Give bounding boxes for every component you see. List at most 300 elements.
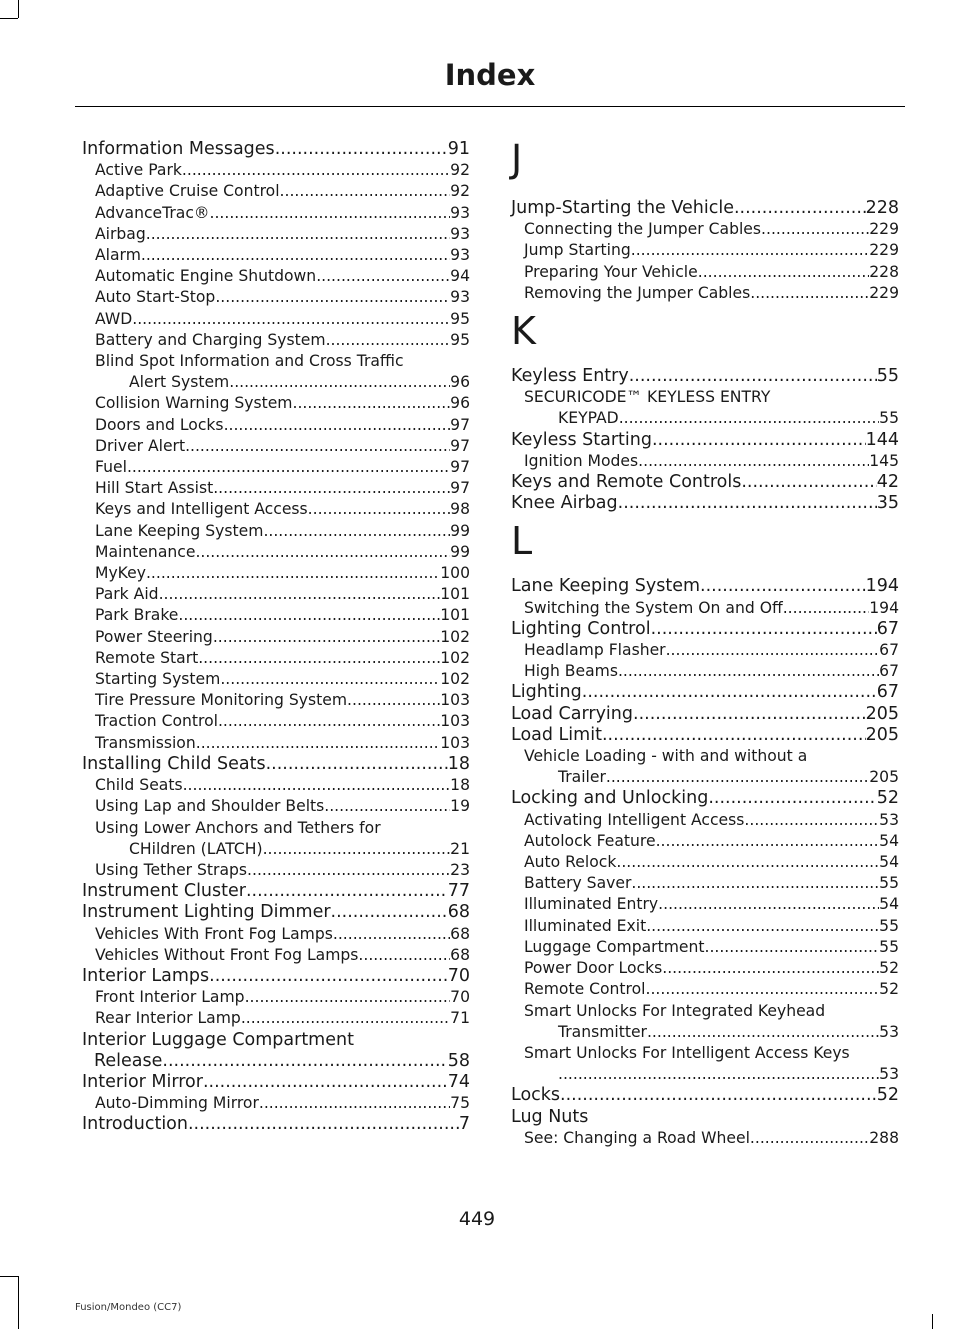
index-subentry-page: 229 bbox=[869, 283, 899, 302]
index-entry-row bbox=[82, 1114, 470, 1135]
dot-leader bbox=[704, 937, 879, 958]
dot-leader bbox=[132, 309, 450, 330]
index-subentry-cont-page: 55 bbox=[879, 409, 899, 428]
index-subentry-page: 55 bbox=[879, 937, 899, 956]
index-subentry-page: 97 bbox=[450, 458, 470, 477]
index-subentry-label: Transmission bbox=[95, 733, 196, 752]
index-subentry-label: MyKey bbox=[95, 564, 146, 583]
crop-mark bbox=[0, 18, 18, 19]
index-subentry-label: Remote Start bbox=[95, 648, 199, 667]
dot-leader bbox=[188, 1114, 459, 1135]
index-subentry-label: Doors and Locks bbox=[95, 415, 224, 434]
index-entry-page: 18 bbox=[447, 753, 470, 774]
index-entry-label: Lighting bbox=[511, 682, 582, 703]
index-subentry-row bbox=[82, 796, 470, 817]
dot-leader bbox=[652, 430, 866, 451]
index-entry-label: Jump-Starting the Vehicle bbox=[511, 198, 734, 218]
index-subentry-row bbox=[82, 521, 470, 542]
dot-leader bbox=[633, 704, 866, 725]
index-entry-page: 74 bbox=[447, 1071, 470, 1092]
index-entry-label: Locks bbox=[511, 1085, 561, 1106]
index-subentry-page: 19 bbox=[450, 797, 470, 816]
index-subentry-cont-label: Alert System bbox=[129, 373, 230, 392]
index-subentry-cont-page: 205 bbox=[869, 768, 899, 787]
index-entry-label: Locking and Unlocking bbox=[511, 788, 709, 809]
index-subentry-label: Fuel bbox=[95, 458, 127, 477]
dot-leader bbox=[141, 245, 450, 266]
index-subentry-row bbox=[82, 775, 470, 796]
index-subentry-row bbox=[82, 203, 470, 224]
index-subentry-label: Vehicles Without Front Fog Lamps bbox=[95, 945, 359, 964]
index-subentry-page: 228 bbox=[869, 262, 899, 281]
index-entry-label: Interior Lamps bbox=[82, 965, 210, 986]
dot-leader bbox=[245, 987, 451, 1008]
index-entry: Lug Nuts bbox=[511, 1106, 589, 1127]
index-entry-page: 68 bbox=[447, 902, 470, 923]
index-subentry-page: 288 bbox=[869, 1128, 899, 1147]
index-entry-label: Load Limit bbox=[511, 724, 602, 745]
index-entry-label: Introduction bbox=[82, 1114, 188, 1135]
index-entry-page: 70 bbox=[447, 965, 470, 986]
index-subentry-row bbox=[82, 1093, 470, 1114]
index-subentry-cont-row bbox=[95, 372, 470, 393]
index-subentry-page: 101 bbox=[440, 606, 470, 625]
index-subentry-label: Lane Keeping System bbox=[95, 521, 264, 540]
index-entry-label: Interior Luggage Compartment bbox=[82, 1029, 354, 1050]
index-subentry bbox=[511, 387, 899, 429]
dot-leader bbox=[218, 711, 440, 732]
index-subentry-row bbox=[511, 262, 899, 283]
index-subentry-page: 99 bbox=[450, 542, 470, 561]
dot-leader bbox=[618, 493, 877, 514]
index-subentry-row bbox=[82, 457, 470, 478]
index-subentry-label: Jump Starting bbox=[524, 241, 631, 260]
index-entry-row bbox=[511, 788, 899, 809]
dot-leader bbox=[616, 852, 879, 873]
index-entry-page: 205 bbox=[865, 703, 899, 724]
index-entry-page: 228 bbox=[865, 198, 899, 218]
index-subentry-row bbox=[511, 640, 899, 661]
index-entry-row bbox=[511, 472, 899, 493]
index-entry-page: 144 bbox=[865, 429, 899, 450]
index-entry-cont-label: Release bbox=[94, 1050, 163, 1071]
dot-leader bbox=[783, 598, 870, 619]
index-subentry-page: 52 bbox=[879, 980, 899, 999]
dot-leader bbox=[209, 966, 448, 987]
index-subentry-label: AdvanceTrac® bbox=[95, 203, 210, 222]
index-entry-page: 77 bbox=[447, 881, 470, 902]
index-subentry-page: 54 bbox=[879, 831, 899, 850]
index-subentry-row bbox=[511, 852, 899, 873]
index-subentry-row bbox=[82, 330, 470, 351]
index-subentry-page: 68 bbox=[450, 945, 470, 964]
index-subentry-page: 93 bbox=[450, 288, 470, 307]
dot-leader bbox=[275, 139, 448, 160]
index-subentry-page: 229 bbox=[869, 220, 899, 239]
index-subentry-page: 97 bbox=[450, 479, 470, 498]
index-subentry-cont-page: 53 bbox=[879, 1065, 899, 1084]
index-entry-row bbox=[511, 493, 899, 514]
dot-leader bbox=[203, 1072, 448, 1093]
index-subentry-page: 68 bbox=[450, 924, 470, 943]
dot-leader bbox=[656, 831, 880, 852]
index-subentry-row bbox=[82, 605, 470, 626]
index-subentry-page: 92 bbox=[450, 161, 470, 180]
index-entry-page: 42 bbox=[876, 472, 899, 493]
index-subentry-row bbox=[82, 436, 470, 457]
index-entry-page: 52 bbox=[876, 788, 899, 809]
index-entry-label: Information Messages bbox=[82, 139, 275, 159]
index-subentry-page: 67 bbox=[879, 662, 899, 681]
index-subentry-page: 54 bbox=[879, 853, 899, 872]
index-subentry-row bbox=[82, 287, 470, 308]
index-entry bbox=[82, 1030, 470, 1072]
index-subentry-cont-row bbox=[524, 1064, 899, 1085]
index-subentry-label: Blind Spot Information and Cross Traffic bbox=[95, 352, 404, 371]
index-subentry-page: 70 bbox=[450, 988, 470, 1007]
index-subentry-page: 102 bbox=[440, 627, 470, 646]
index-subentry-page: 229 bbox=[869, 241, 899, 260]
dot-leader bbox=[638, 451, 869, 472]
index-entry-label: Lane Keeping System bbox=[511, 576, 701, 597]
dot-leader bbox=[629, 366, 877, 387]
dot-leader bbox=[263, 521, 450, 542]
index-subentry-label: Active Park bbox=[95, 161, 182, 180]
index-subentry-row bbox=[82, 181, 470, 202]
index-entry-page: 67 bbox=[876, 682, 899, 703]
dot-leader bbox=[196, 733, 441, 754]
index-subentry-label: Illuminated Entry bbox=[524, 895, 659, 914]
dot-leader bbox=[606, 767, 869, 788]
dot-leader bbox=[324, 796, 450, 817]
index-subentry-row bbox=[82, 648, 470, 669]
index-column-left bbox=[82, 139, 470, 1136]
index-subentry-label: Ignition Modes bbox=[524, 451, 639, 470]
index-subentry-cont-label: CHildren (LATCH) bbox=[129, 839, 263, 858]
dot-leader bbox=[183, 775, 451, 796]
index-subentry-label: Auto Start-Stop bbox=[95, 288, 216, 307]
dot-leader bbox=[666, 640, 880, 661]
index-subentry-label: Alarm bbox=[95, 246, 141, 265]
index-entry-label: Keyless Starting bbox=[511, 429, 652, 450]
index-subentry-row bbox=[511, 916, 899, 937]
index-subentry-row bbox=[82, 563, 470, 584]
index-subentry-row bbox=[511, 1128, 899, 1149]
index-subentry-row bbox=[511, 873, 899, 894]
index-subentry-row bbox=[511, 661, 899, 682]
section-letter: K bbox=[511, 309, 536, 354]
dot-leader bbox=[229, 372, 450, 393]
index-subentry-page: 95 bbox=[450, 330, 470, 349]
index-subentry-page: 98 bbox=[450, 500, 470, 519]
dot-leader bbox=[750, 283, 869, 304]
index-subentry-page: 100 bbox=[440, 564, 470, 583]
dot-leader bbox=[602, 725, 866, 746]
index-subentry-label: Vehicles With Front Fog Lamps bbox=[95, 924, 333, 943]
index-subentry-row bbox=[511, 831, 899, 852]
index-subentry-cont-row bbox=[524, 1022, 899, 1043]
index-subentry-label: Child Seats bbox=[95, 776, 183, 795]
index-subentry-page: 93 bbox=[450, 246, 470, 265]
index-subentry-label: Automatic Engine Shutdown bbox=[95, 267, 317, 286]
page-number: 449 bbox=[458, 1208, 496, 1230]
index-subentry-page: 92 bbox=[450, 182, 470, 201]
index-subentry-label: Autolock Feature bbox=[524, 831, 656, 850]
index-subentry-label: Headlamp Flasher bbox=[524, 641, 666, 660]
index-subentry-row bbox=[82, 627, 470, 648]
index-subentry-page: 55 bbox=[879, 916, 899, 935]
index-entry-label: Keys and Remote Controls bbox=[511, 472, 742, 493]
dot-leader bbox=[162, 1051, 447, 1072]
index-subentry-label: Starting System bbox=[95, 670, 221, 689]
dot-leader bbox=[631, 873, 879, 894]
crop-mark bbox=[0, 1276, 18, 1277]
index-subentry bbox=[511, 1001, 899, 1043]
index-subentry-page: 18 bbox=[450, 776, 470, 795]
index-subentry-label: Illuminated Exit bbox=[524, 916, 647, 935]
index-subentry-row bbox=[511, 283, 899, 304]
dot-leader bbox=[761, 219, 869, 240]
index-subentry-page: 54 bbox=[879, 895, 899, 914]
dot-leader bbox=[182, 160, 450, 181]
index-subentry-label: Hill Start Assist bbox=[95, 479, 214, 498]
index-entry-page: 55 bbox=[876, 366, 899, 387]
index-subentry-label: Connecting the Jumper Cables bbox=[524, 220, 762, 239]
index-entry-page: 194 bbox=[865, 576, 899, 597]
dot-leader bbox=[213, 627, 440, 648]
dot-leader bbox=[247, 860, 450, 881]
index-subentry-row bbox=[82, 245, 470, 266]
index-subentry-row bbox=[511, 894, 899, 915]
index-subentry-cont-row bbox=[524, 408, 899, 429]
index-subentry-page: 95 bbox=[450, 309, 470, 328]
index-subentry-row bbox=[82, 266, 470, 287]
index-subentry-page: 93 bbox=[450, 224, 470, 243]
index-subentry-label: Collision Warning System bbox=[95, 394, 293, 413]
index-subentry-row bbox=[82, 478, 470, 499]
dot-leader bbox=[347, 690, 440, 711]
index-subentry-page: 103 bbox=[440, 712, 470, 731]
footer-model: Fusion/Mondeo (CC7) bbox=[75, 1302, 182, 1313]
dot-leader bbox=[698, 262, 869, 283]
dot-leader bbox=[316, 266, 450, 287]
index-subentry-label: Adaptive Cruise Control bbox=[95, 182, 280, 201]
index-subentry-page: 99 bbox=[450, 521, 470, 540]
crop-mark bbox=[18, 0, 19, 18]
index-subentry-row bbox=[511, 979, 899, 1000]
index-entry-row bbox=[82, 881, 470, 902]
index-subentry-page: 194 bbox=[869, 598, 899, 617]
dot-leader bbox=[331, 902, 448, 923]
index-subentry-row bbox=[82, 690, 470, 711]
index-entry-label: Instrument Lighting Dimmer bbox=[82, 902, 331, 923]
index-entry-label: Knee Airbag bbox=[511, 493, 618, 514]
index-entry-row bbox=[511, 198, 899, 219]
index-subentry-label: Activating Intelligent Access bbox=[524, 810, 745, 829]
dot-leader bbox=[215, 287, 450, 308]
dot-leader bbox=[224, 415, 451, 436]
index-entry-row bbox=[82, 966, 470, 987]
index-subentry-label: Front Interior Lamp bbox=[95, 988, 245, 1007]
index-subentry-row bbox=[82, 160, 470, 181]
index-subentry-cont-row bbox=[524, 767, 899, 788]
index-subentry-label: See: Changing a Road Wheel bbox=[524, 1128, 750, 1147]
index-subentry-page: 103 bbox=[440, 733, 470, 752]
crop-mark bbox=[932, 1314, 933, 1329]
dot-leader bbox=[647, 1022, 879, 1043]
index-subentry-page: 97 bbox=[450, 436, 470, 455]
index-entry-cont-page: 58 bbox=[447, 1050, 470, 1071]
index-subentry-label: Power Steering bbox=[95, 627, 213, 646]
index-subentry-label: Remote Control bbox=[524, 980, 646, 999]
index-entry-row bbox=[82, 139, 470, 160]
crop-mark bbox=[18, 1276, 19, 1329]
dot-leader bbox=[259, 1093, 450, 1114]
index-subentry-label: Auto-Dimming Mirror bbox=[95, 1094, 259, 1113]
dot-leader bbox=[619, 408, 879, 429]
index-entry-label: Instrument Cluster bbox=[82, 881, 246, 902]
index-subentry-row bbox=[511, 240, 899, 261]
index-subentry-page: 145 bbox=[869, 451, 899, 470]
index-entry-row bbox=[511, 576, 899, 597]
index-subentry-row bbox=[82, 733, 470, 754]
index-subentry-label: Driver Alert bbox=[95, 436, 186, 455]
index-subentry-row bbox=[82, 860, 470, 881]
index-entry-row bbox=[82, 1072, 470, 1093]
dot-leader bbox=[210, 203, 451, 224]
dot-leader bbox=[280, 181, 451, 202]
page-title: Index bbox=[444, 58, 536, 92]
index-subentry-cont-label: KEYPAD bbox=[558, 409, 619, 428]
index-entry-row bbox=[82, 754, 470, 775]
index-entry-row bbox=[511, 366, 899, 387]
index-subentry-page: 55 bbox=[879, 874, 899, 893]
index-subentry-label: AWD bbox=[95, 309, 133, 328]
index-entry-label: Load Carrying bbox=[511, 703, 633, 724]
dot-leader bbox=[241, 1008, 450, 1029]
index-subentry-page: 94 bbox=[450, 267, 470, 286]
index-subentry-page: 52 bbox=[879, 959, 899, 978]
section-letter: J bbox=[511, 137, 523, 181]
index-entry-page: 91 bbox=[447, 139, 470, 159]
dot-leader bbox=[178, 605, 440, 626]
index-entry-row bbox=[82, 902, 470, 923]
dot-leader bbox=[127, 457, 450, 478]
index-subentry-row bbox=[82, 584, 470, 605]
dot-leader bbox=[146, 224, 450, 245]
dot-leader bbox=[582, 682, 877, 703]
section-letter: L bbox=[511, 519, 533, 564]
index-entry-label: Keyless Entry bbox=[511, 366, 629, 387]
index-entry-row bbox=[511, 704, 899, 725]
dot-leader bbox=[263, 839, 451, 860]
dot-leader bbox=[333, 924, 450, 945]
index-subentry-label: Vehicle Loading - with and without a bbox=[524, 747, 808, 766]
index-subentry-row bbox=[511, 937, 899, 958]
dot-leader bbox=[146, 563, 440, 584]
dot-leader bbox=[308, 499, 450, 520]
dot-leader bbox=[618, 661, 879, 682]
dot-leader bbox=[700, 576, 866, 597]
index-subentry-page: 93 bbox=[450, 203, 470, 222]
index-subentry-label: Park Aid bbox=[95, 585, 159, 604]
index-subentry bbox=[82, 818, 470, 860]
index-entry-row bbox=[511, 1085, 899, 1106]
index-subentry-page: 102 bbox=[440, 670, 470, 689]
index-subentry-label: Auto Relock bbox=[524, 853, 617, 872]
index-subentry-label: Power Door Locks bbox=[524, 959, 663, 978]
dot-leader bbox=[734, 198, 866, 219]
index-subentry-page: 102 bbox=[440, 648, 470, 667]
index-subentry-label: Airbag bbox=[95, 224, 146, 243]
index-subentry-row bbox=[511, 598, 899, 619]
index-subentry-row bbox=[82, 224, 470, 245]
dot-leader bbox=[358, 945, 450, 966]
dot-leader bbox=[198, 648, 440, 669]
index-subentry-cont-page: 21 bbox=[450, 839, 470, 858]
index-subentry-row bbox=[82, 393, 470, 414]
index-subentry bbox=[511, 1043, 899, 1085]
index-subentry-page: 23 bbox=[450, 860, 470, 879]
index-subentry-label: Switching the System On and Off bbox=[524, 598, 783, 617]
index-entry-cont-row bbox=[82, 1051, 470, 1072]
index-subentry-label: Tire Pressure Monitoring System bbox=[95, 691, 348, 710]
index-subentry-label: Smart Unlocks For Integrated Keyhead bbox=[524, 1001, 826, 1020]
index-subentry-row bbox=[82, 309, 470, 330]
dot-leader bbox=[658, 894, 879, 915]
index-subentry-label: Battery Saver bbox=[524, 874, 632, 893]
index-subentry-page: 75 bbox=[450, 1094, 470, 1113]
index-subentry bbox=[511, 746, 899, 788]
index-subentry-row bbox=[511, 810, 899, 831]
index-subentry-page: 103 bbox=[440, 691, 470, 710]
index-subentry-label: Smart Unlocks For Intelligent Access Keys bbox=[524, 1043, 850, 1062]
dot-leader bbox=[560, 1085, 877, 1106]
dot-leader bbox=[246, 881, 448, 902]
dot-leader bbox=[213, 478, 450, 499]
dot-leader bbox=[646, 916, 879, 937]
index-subentry-label: Using Tether Straps bbox=[95, 860, 248, 879]
index-subentry-label: Traction Control bbox=[95, 712, 218, 731]
index-subentry-cont-label: Transmitter bbox=[558, 1022, 647, 1041]
dot-leader bbox=[750, 1128, 869, 1149]
index-entry-label: Interior Mirror bbox=[82, 1071, 203, 1092]
index-subentry-label: Luggage Compartment bbox=[524, 937, 705, 956]
dot-leader bbox=[741, 472, 876, 493]
index-subentry-page: 71 bbox=[450, 1009, 470, 1028]
index-subentry-label: High Beams bbox=[524, 662, 618, 681]
index-entry-page: 205 bbox=[865, 724, 899, 745]
index-entry-label: Lighting Control bbox=[511, 618, 651, 639]
index-subentry-label: Rear Interior Lamp bbox=[95, 1009, 241, 1028]
index-entry-row bbox=[511, 430, 899, 451]
dot-leader bbox=[558, 1064, 879, 1085]
index-subentry-page: 101 bbox=[440, 585, 470, 604]
index-subentry-row bbox=[511, 451, 899, 472]
dot-leader bbox=[651, 619, 877, 640]
index-subentry-row bbox=[82, 415, 470, 436]
index-subentry-label: Park Brake bbox=[95, 606, 179, 625]
dot-leader bbox=[159, 584, 441, 605]
index-subentry-row bbox=[82, 542, 470, 563]
dot-leader bbox=[185, 436, 450, 457]
index-subentry-label: SECURICODE™ KEYLESS ENTRY bbox=[524, 388, 771, 407]
index-subentry-row bbox=[82, 1008, 470, 1029]
index-subentry-cont-row bbox=[95, 839, 470, 860]
index-subentry-row bbox=[82, 945, 470, 966]
dot-leader bbox=[662, 958, 879, 979]
index-subentry-cont-label: Trailer bbox=[558, 768, 606, 787]
